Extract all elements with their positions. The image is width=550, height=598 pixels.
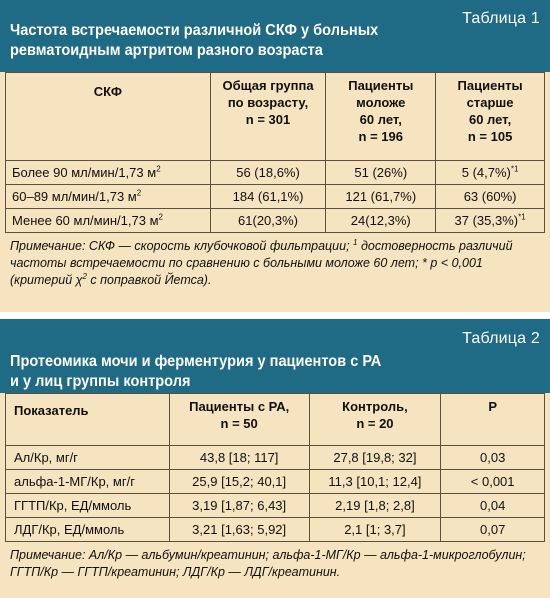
table-row <box>6 185 545 209</box>
table-2-header <box>0 319 550 393</box>
row-label: ГГТП/Кр, ЕД/ммоль <box>6 494 170 518</box>
table-2-title <box>10 352 424 392</box>
table-1-note: Примечание: СКФ — скорость клубочковой фильтрации; $^1$ достоверность различий частоты встречаемости по сравнению с больными моложе 60 лет; * p < 0,001 (критерий $\chi^2$ с поправкой Йетса). <box>10 237 513 287</box>
table-1-title <box>10 21 424 61</box>
row-label: ЛДГ/Кр, ЕД/ммоль <box>6 518 170 542</box>
table-1-title-line2: ревматоидным артритом разного возраста <box>10 42 323 59</box>
table-cell: 25,9 [15,2; 40,1] <box>169 470 309 494</box>
column-header-over-60: Пациенты старше 60 лет, n = 105 <box>436 73 545 161</box>
table-cell: 37 $(35,3\%)^{*1}$ <box>436 209 545 233</box>
table-1 <box>5 72 545 233</box>
table-cell: 61(20,3%) <box>210 209 326 233</box>
table-cell: < 0,001 <box>441 470 545 494</box>
row-label: альфа-1-МГ/Кр, мг/г <box>6 470 170 494</box>
column-header-p: P <box>441 394 545 446</box>
table-cell: 0,03 <box>441 446 545 470</box>
table-row <box>6 494 545 518</box>
table-2-note: Примечание: Ал/Кр — альбумин/креатинин; альфа-1-МГ/Кр — альфа-1-микроглобулин; ГГТП/Кр — ГГТП/креатинин; ЛДГ/Кр — ЛДГ/креатинин. <box>10 548 526 579</box>
table-1-header-row <box>6 73 545 161</box>
table-cell: 121 (61,7%) <box>326 185 436 209</box>
column-header-ra-patients: Пациенты с РА, n = 50 <box>169 394 309 446</box>
table-row <box>6 518 545 542</box>
column-header-under-60: Пациенты моложе 60 лет, n = 196 <box>326 73 436 161</box>
table-cell: 2,19 [1,8; 2,8] <box>309 494 441 518</box>
column-header-skf: СКФ <box>6 73 211 161</box>
table-2-block <box>0 319 550 598</box>
column-header-total-group: Общая группа по возрасту, n = 301 <box>210 73 326 161</box>
column-header-control: Контроль, n = 20 <box>309 394 441 446</box>
table-2-title-line2: и у лиц группы контроля <box>10 373 191 390</box>
column-header-indicator: Показатель <box>6 394 170 446</box>
table-cell: 0,04 <box>441 494 545 518</box>
table-cell: 27,8 [19,8; 32] <box>309 446 441 470</box>
row-label: Менее 60 мл/мин/1,73 $м^2$ <box>6 209 211 233</box>
table-2 <box>5 393 545 542</box>
table-cell: 3,19 [1,87; 6,43] <box>169 494 309 518</box>
row-label: Ал/Кр, мг/г <box>6 446 170 470</box>
table-1-title-line1: Частота встречаемости различной СКФ у больных <box>10 22 379 39</box>
row-label: 60–89 мл/мин/1,73 $м^2$ <box>6 185 211 209</box>
table-cell: 56 (18,6%) <box>210 161 326 185</box>
table-row <box>6 209 545 233</box>
table-cell: 0,07 <box>441 518 545 542</box>
table-2-header-row <box>6 394 545 446</box>
table-cell: 2,1 [1; 3,7] <box>309 518 441 542</box>
table-cell: 3,21 [1,63; 5,92] <box>169 518 309 542</box>
table-cell: 24(12,3%) <box>326 209 436 233</box>
table-2-title-line1: Протеомика мочи и ферментурия у пациентов с РА <box>10 353 382 370</box>
row-label: Более 90 мл/мин/1,73 $м^2$ <box>6 161 211 185</box>
table-1-header <box>0 0 550 72</box>
table-cell: 51 (26%) <box>326 161 436 185</box>
table-2-number: Таблица 2 <box>462 330 540 347</box>
table-1-number: Таблица 1 <box>462 10 540 27</box>
table-cell: 5 $(4,7\%)^{*1}$ <box>436 161 545 185</box>
table-cell: 43,8 [18; 117] <box>169 446 309 470</box>
table-row <box>6 161 545 185</box>
table-cell: 11,3 [10,1; 12,4] <box>309 470 441 494</box>
table-cell: 184 (61,1%) <box>210 185 326 209</box>
table-row <box>6 446 545 470</box>
table-row <box>6 470 545 494</box>
table-cell: 63 (60%) <box>436 185 545 209</box>
